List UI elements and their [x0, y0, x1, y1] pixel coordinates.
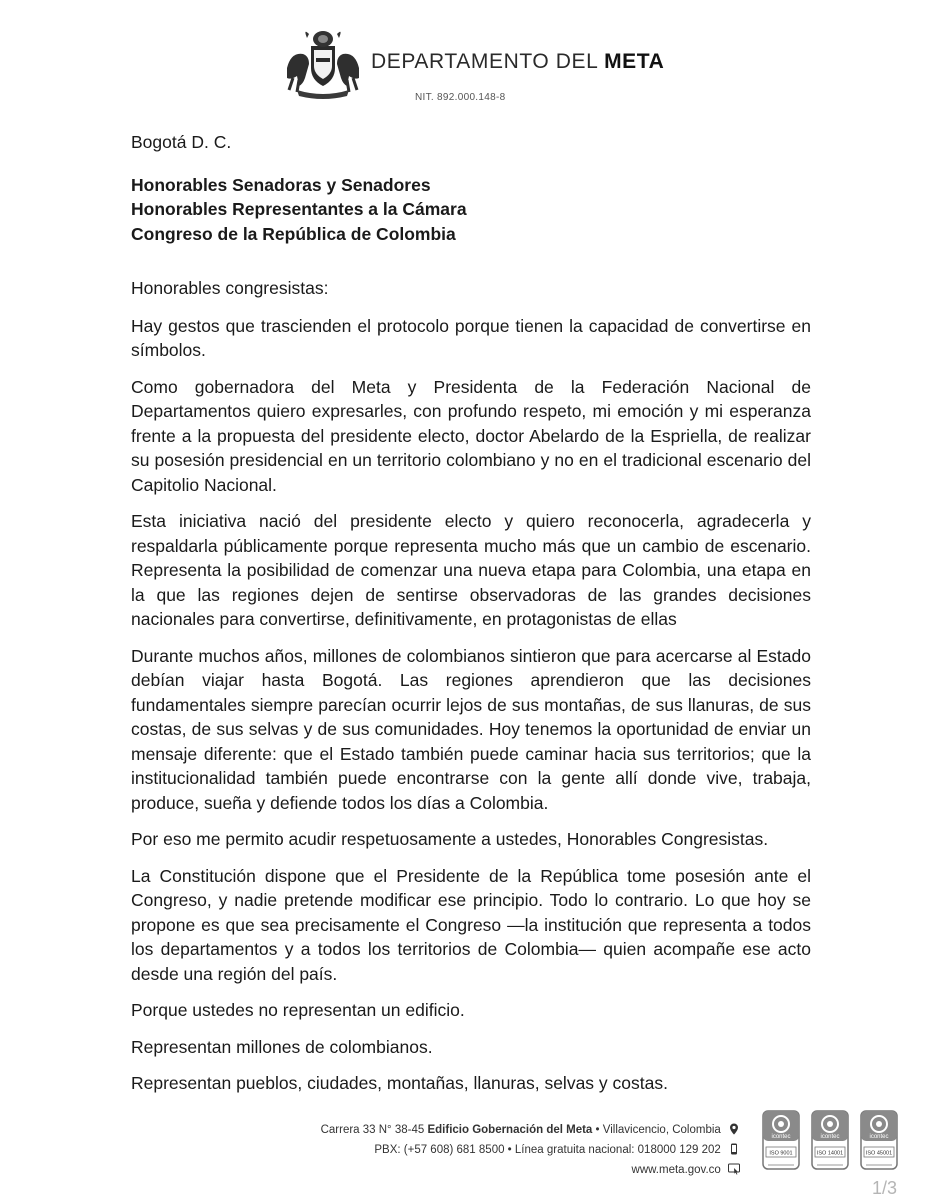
phone-icon [728, 1143, 740, 1155]
paragraph: Esta iniciativa nació del presidente electo y quiero reconocerla, agradecerla y respaldarla públicamente porque representa mucho más que un cambio de escenario. Representa la posibilidad de comenzar una nueva etapa para Colombia, una etapa en la que las regiones dejen de sentirse observadoras de las grandes decisiones nacionales para convertirse, definitivamente, en protagonistas de ellas [131, 511, 811, 629]
addressee-line: Honorables Senadoras y Senadores [131, 174, 431, 195]
footer-contact [300, 1120, 740, 1180]
city-line: Bogotá D. C. [131, 132, 232, 152]
badge-brand: icontec [820, 1134, 840, 1140]
location-pin-icon [728, 1123, 740, 1135]
paragraph: Durante muchos años, millones de colombianos sintieron que para acercarse al Estado debían viajar hasta Bogotá. Las regiones aprendieron que las decisiones fundamentales siempre parecían ocurrir lejos de sus montañas, de sus llanuras, de sus costas, de sus selvas y de sus comunidades. Hoy tenemos la oportunidad de enviar un mensaje diferente: que el Estado también puede caminar hacia sus territorios; que la institucionalidad también puede encontrarse con la gente allí donde vive, trabaja, produce, sueña y defiende todos los días a Colombia. [131, 645, 811, 813]
paragraph: Representan pueblos, ciudades, montañas, llanuras, selvas y costas. [131, 1073, 668, 1093]
badge-standard: ISO 45001 [865, 1150, 893, 1157]
paragraph: Representan millones de colombianos. [131, 1036, 433, 1057]
department-name-light: DEPARTAMENTO DEL [371, 50, 598, 73]
certification-seal-icon [860, 1110, 898, 1174]
letter-body [131, 130, 811, 1108]
web-cursor-icon [728, 1163, 740, 1175]
address-building: Edificio Gobernación del Meta [427, 1124, 593, 1136]
icontec-iso-45001-badge [860, 1110, 898, 1174]
badge-brand: icontec [771, 1134, 791, 1140]
paragraph: Por eso me permito acudir respetuosamente a ustedes, Honorables Congresistas. [131, 829, 769, 849]
paragraph: Hay gestos que trascienden el protocolo porque tienen la capacidad de convertirse en símbolos. [131, 315, 811, 360]
certification-badges [762, 1110, 902, 1182]
page-indicator: 1/3 [872, 1178, 898, 1198]
footer-website [300, 1160, 740, 1180]
paragraph: La Constitución dispone que el Presidente de la República tome posesión ante el Congreso, y nadie pretende modificar ese principio. Todo lo contrario. Lo que hoy se propone es que sea precisamente el Congreso —la institución que representa a todos los departamentos y a todos los territorios de Colombia— quien acompañe ese acto desde una región del país. [131, 865, 811, 984]
badge-standard: ISO 14001 [816, 1150, 844, 1157]
letterhead [283, 28, 663, 108]
addressee-line: Congreso de la República de Colombia [131, 223, 456, 244]
address-prefix: Carrera 33 N° 38-45 [320, 1124, 425, 1136]
website-link[interactable]: www.meta.gov.co [631, 1164, 721, 1176]
nit-number: NIT. 892.000.148-8 [415, 92, 506, 103]
paragraph: Porque ustedes no representan un edificio. [131, 1000, 465, 1020]
paragraph: Como gobernadora del Meta y Presidenta de la Federación Nacional de Departamentos quiero expresarles, con profundo respeto, mi emoción y mi esperanza frente a la propuesta del presidente electo, doctor Abelardo de la Espriella, de realizar su posesión presidencial en un territorio colombiano y no en el tradicional escenario del Capitolio Nacional. [131, 376, 811, 495]
department-name [371, 50, 664, 74]
certification-seal-icon [811, 1110, 849, 1174]
department-crest-icon [283, 28, 363, 100]
badge-standard: ISO 9001 [769, 1150, 793, 1157]
addressee-line: Honorables Representantes a la Cámara [131, 199, 467, 219]
salutation: Honorables congresistas: [131, 278, 329, 298]
footer-phone [300, 1140, 740, 1160]
footer-address [300, 1120, 740, 1140]
address-city: • Villavicencio, Colombia [595, 1124, 721, 1136]
icontec-iso-9001-badge [762, 1110, 800, 1174]
phone-text: PBX: (+57 608) 681 8500 • Línea gratuita nacional: 018000 129 202 [374, 1144, 721, 1156]
icontec-iso-14001-badge [811, 1110, 849, 1174]
department-name-bold: META [604, 50, 665, 73]
certification-seal-icon [762, 1110, 800, 1174]
badge-brand: icontec [869, 1134, 889, 1140]
